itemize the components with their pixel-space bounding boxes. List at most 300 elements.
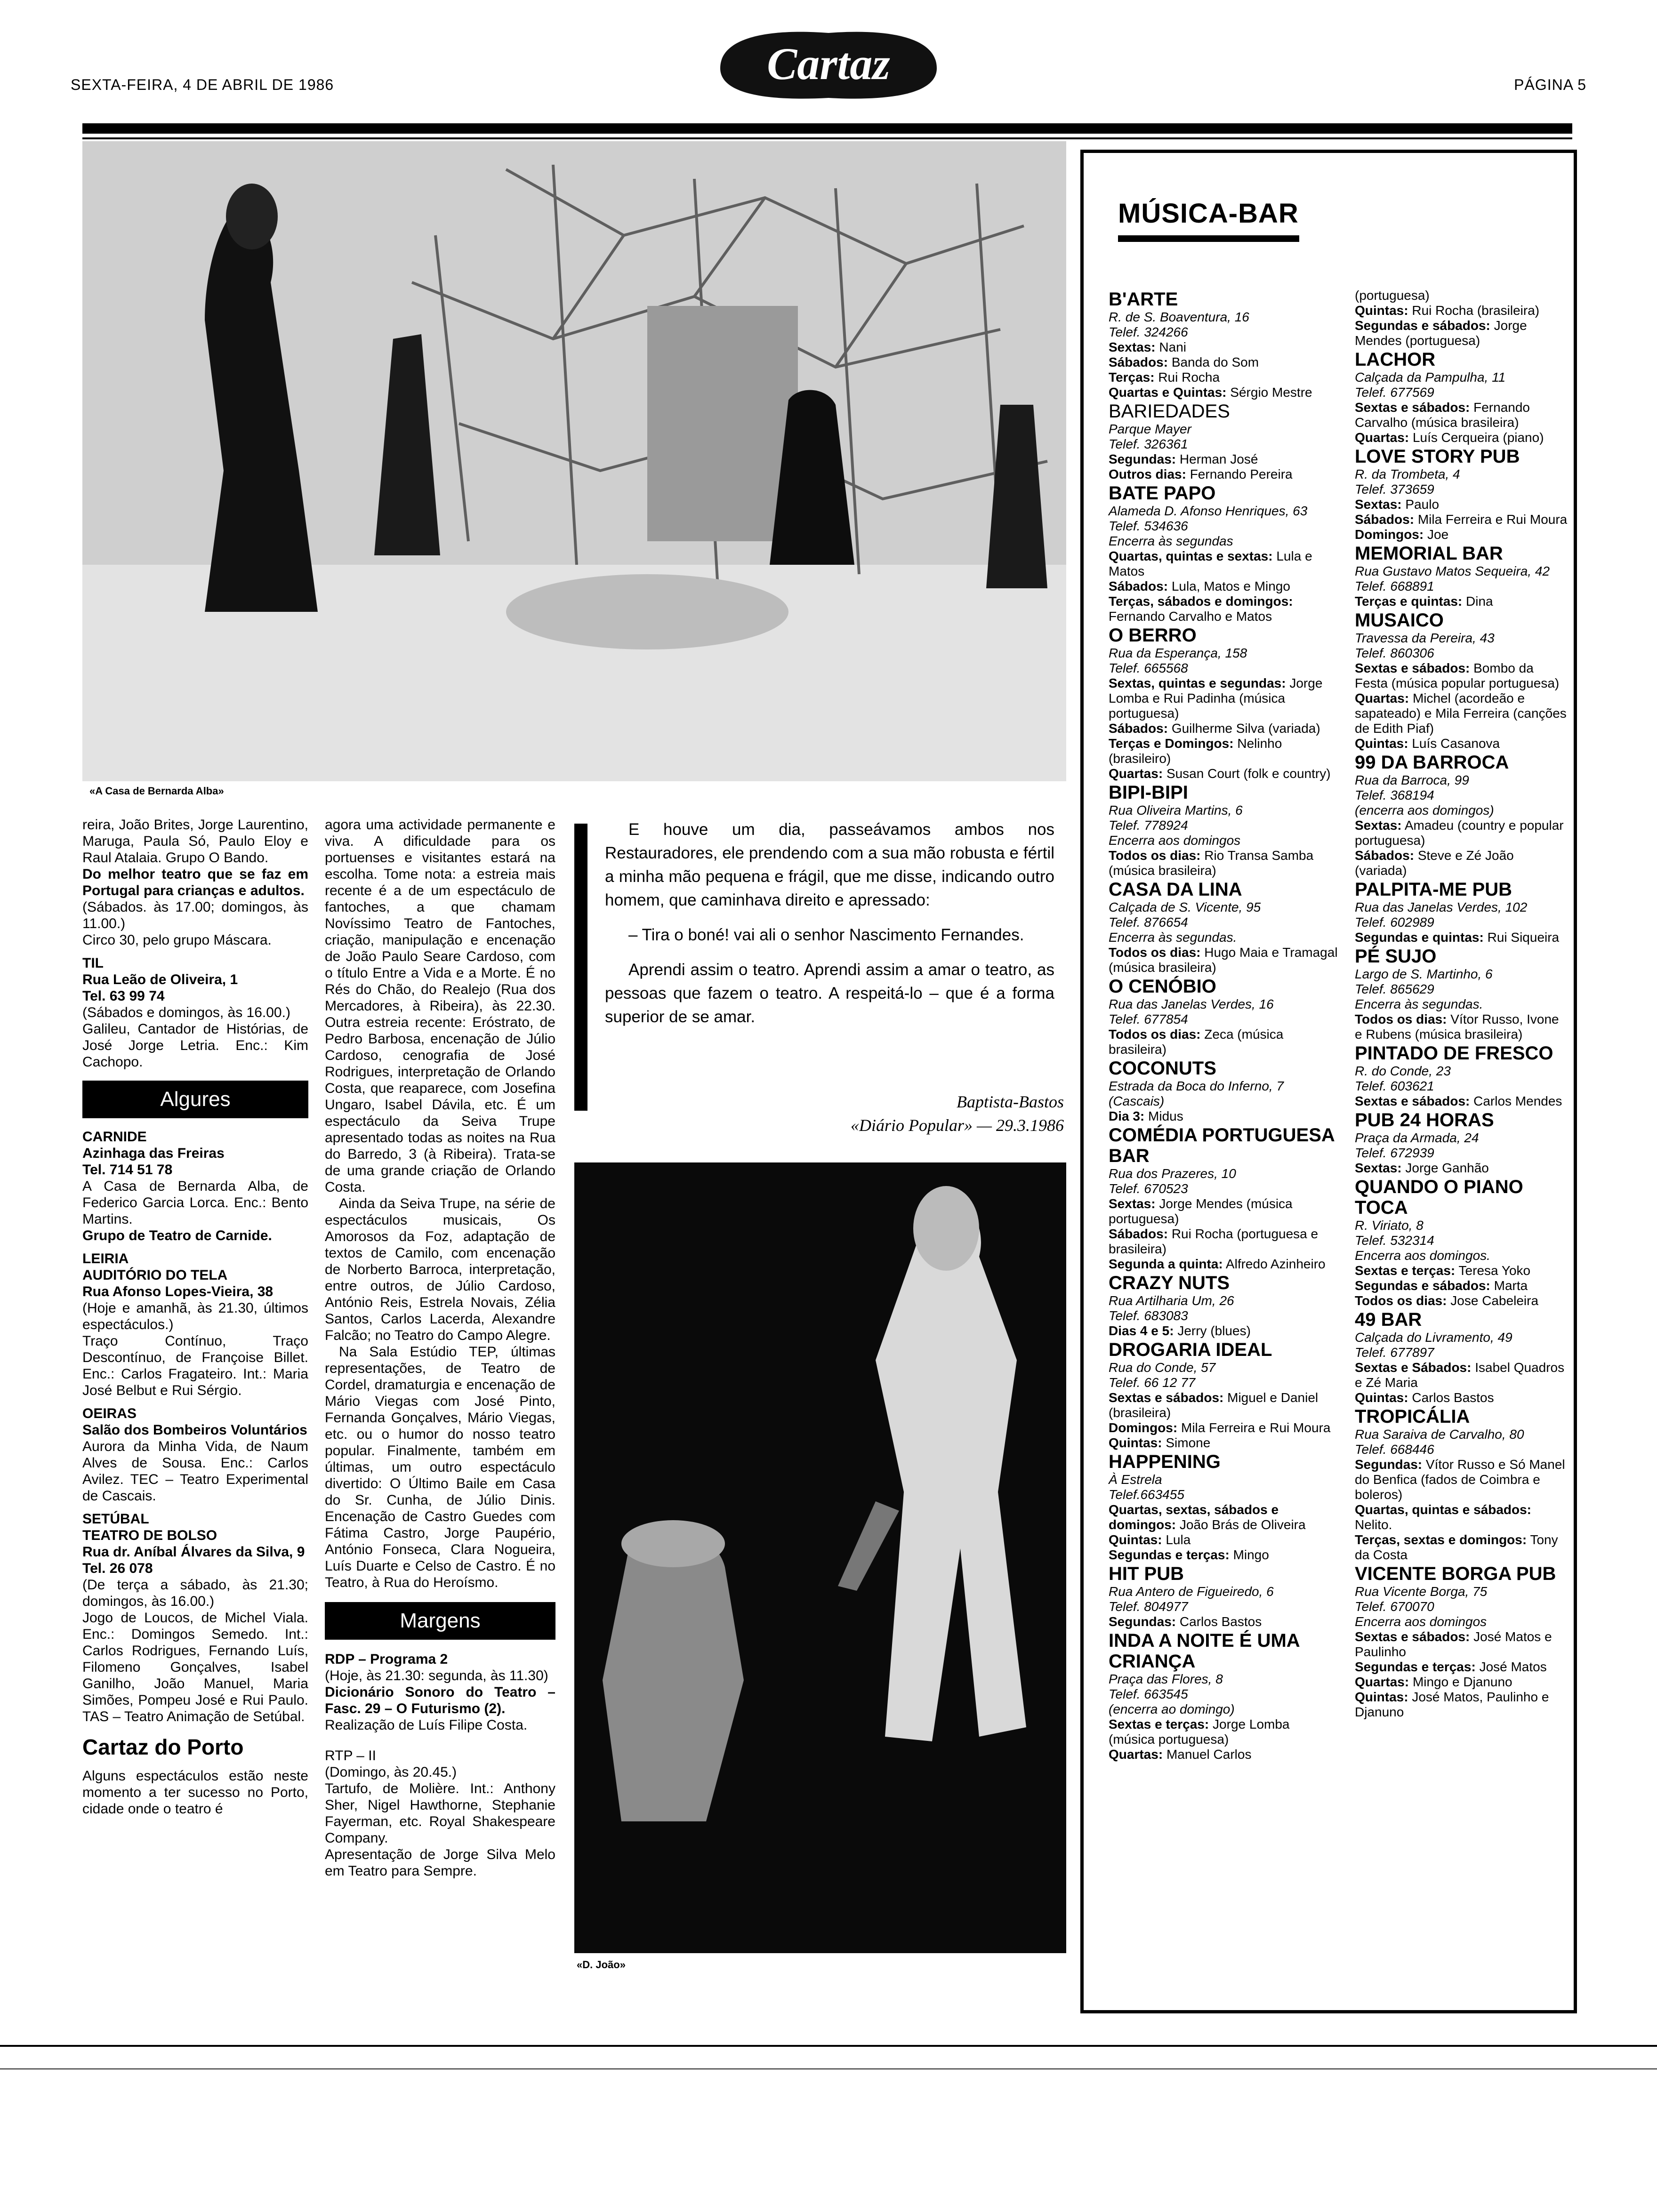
schedule-artist: Rui Siqueira [1487,930,1560,945]
schedule-day: Quintas: [1355,736,1408,751]
schedule-day: Quintas: [1109,1435,1162,1450]
bar-listing [1109,401,1339,482]
bar-closing-note: Encerra às segundas [1109,534,1233,548]
schedule-artist: João Brás de Oliveira [1179,1517,1306,1532]
bar-listing [1109,1563,1339,1629]
bar-schedule-line [1109,1532,1339,1547]
svg-text:Cartaz: Cartaz [767,39,890,89]
bar-address: À Estrela [1109,1472,1162,1487]
bar-phone: Telef. 603621 [1355,1079,1434,1093]
schedule-artist: Amadeu (country e popular portuguesa) [1355,818,1564,848]
schedule-day: Segundas e sábados: [1355,1278,1490,1293]
schedule-artist: Jorge Ganhão [1405,1161,1489,1175]
bar-address: Alameda D. Afonso Henriques, 63 [1109,504,1308,518]
schedule-artist: Simone [1166,1435,1211,1450]
schedule-artist: Rui Rocha [1158,370,1220,385]
bar-phone: Telef. 677897 [1355,1345,1434,1360]
schedule-artist: Paulo [1405,497,1440,512]
bar-schedule-line [1355,303,1569,318]
bar-address: Rua Gustavo Matos Sequeira, 42 [1355,564,1550,578]
bar-schedule-line [1355,512,1569,527]
bar-phone: Telef. 668446 [1355,1442,1434,1457]
masthead-logo [711,24,946,106]
text-paragraph: reira, João Brites, Jorge Laurentino, Maruga, Paula Só, Paulo Eloy e Raul Atalaia. Grupo O Bando. [82,817,308,866]
schedule-day: Quartas, sextas, sábados e domingos: [1109,1502,1279,1532]
musica-bar-left-column [1109,288,1339,1762]
quote-text [605,818,1054,1029]
venue-phone: Tel. 26 078 [82,1561,153,1576]
bar-schedule-line [1355,1502,1569,1532]
schedule-day: Domingos: [1109,1420,1178,1435]
bar-listing [1109,1125,1339,1272]
bar-schedule-line [1355,1360,1569,1390]
schedule-day: Sextas e sábados: [1355,1094,1470,1108]
schedule-day: Sextas: [1355,818,1402,833]
schedule-artist: Jose Cabeleira [1450,1293,1539,1308]
quote-author: Baptista-Bastos [956,1092,1064,1111]
schedule-artist: Joe [1427,527,1449,542]
schedule-artist: Mingo [1233,1547,1269,1562]
bar-schedule-line [1109,1323,1339,1338]
bar-closing-note: (encerra aos domingos) [1355,803,1494,817]
bar-name: BARIEDADES [1109,401,1230,422]
schedule-artist: Luís Casanova [1412,736,1500,751]
bar-schedule-line [1109,1420,1339,1435]
bar-phone: Telef. 804977 [1109,1599,1188,1614]
bar-address: Estrada da Boca do Inferno, 7 (Cascais) [1109,1079,1284,1108]
schedule-day: Quartas, quintas e sábados: [1355,1502,1531,1517]
schedule-day: Terças: [1109,370,1155,385]
venue-heading: TEATRO DE BOLSO [82,1528,217,1543]
bar-schedule-line [1109,721,1339,736]
bar-address: R. do Conde, 23 [1355,1064,1451,1078]
schedule-day: Todos os dias: [1109,1027,1201,1042]
schedule-day: Sextas e Sábados: [1355,1360,1472,1375]
text-paragraph: Realização de Luís Filipe Costa. [325,1717,528,1733]
bar-name: PALPITA-ME PUB [1355,879,1512,900]
schedule-artist: Tony da Costa [1355,1532,1558,1562]
venue-address: Rua dr. Aníbal Álvares da Silva, 9 [82,1544,305,1560]
schedule-day: Todos os dias: [1109,945,1201,960]
section-heading-porto: Cartaz do Porto [82,1735,244,1759]
schedule-day: Sextas e terças: [1355,1263,1456,1278]
schedule-artist: Banda do Som [1171,355,1259,369]
bar-address: Rua Oliveira Martins, 6 [1109,803,1243,817]
schedule-artist: Fernando Pereira [1190,467,1293,481]
bar-schedule-line [1109,452,1339,467]
issue-date: SEXTA-FEIRA, 4 DE ABRIL DE 1986 [71,76,334,93]
bar-phone: Telef. 860306 [1355,646,1434,660]
venue-address: Rua Leão de Oliveira, 1 [82,972,238,987]
bar-closing-note: (encerra ao domingo) [1109,1702,1235,1716]
schedule-day: Sextas: [1355,1161,1402,1175]
text-paragraph: Galileu, Cantador de Histórias, de José Jorge Letria. Enc.: Kim Cachopo. [82,1021,308,1070]
bar-address: Calçada de S. Vicente, 95 [1109,900,1261,914]
schedule-day: Quintas: [1355,303,1408,318]
schedule-day: Sextas e sábados: [1355,661,1470,675]
page-number: PÁGINA 5 [1514,76,1586,93]
bar-address: Rua Antero de Figueiredo, 6 [1109,1584,1274,1599]
bar-schedule-line [1109,945,1339,975]
bar-name: PUB 24 HORAS [1355,1110,1494,1130]
bar-name: O CENÓBIO [1109,976,1216,997]
bar-address: Rua da Barroca, 99 [1355,773,1469,787]
bar-listing [1355,879,1569,945]
venue-heading: SETÚBAL [82,1511,149,1527]
bar-listing [1355,446,1569,542]
bar-phone: Telef. 532314 [1355,1233,1434,1248]
bar-schedule-line [1109,1547,1339,1563]
bar-phone: Telef. 876654 [1109,915,1188,930]
bar-schedule-line [1109,1196,1339,1226]
schedule-day: Segundas: [1355,1457,1423,1472]
schedule-artist: Lula [1166,1532,1191,1547]
venue-address: Azinhaga das Freiras [82,1146,225,1161]
bar-schedule-line [1355,1390,1569,1405]
column-1 [82,817,308,1817]
section-heading-algures: Algures [82,1081,308,1118]
bar-schedule-line [1355,1012,1569,1042]
bar-schedule-line [1355,1690,1569,1720]
quote-bar [574,824,587,1111]
schedule-artist: Nelito. [1355,1517,1392,1532]
schedule-artist: Midus [1148,1109,1183,1123]
bar-schedule-line [1355,661,1569,691]
bar-schedule-line [1355,1293,1569,1308]
schedule-day: Terças, sextas e domingos: [1355,1532,1527,1547]
bar-schedule-line [1109,1390,1339,1420]
bar-address: Rua dos Prazeres, 10 [1109,1166,1236,1181]
bar-listing [1355,1177,1569,1308]
quote-paragraph: E houve um dia, passeávamos ambos nos Restauradores, ele prendendo com a sua mão robusta e fértil a minha mão pequena e frágil, que me disse, indicando outro homem, que caminhava direito e apressado: [605,820,1054,909]
bar-name: BIPI-BIPI [1109,782,1188,803]
bar-name: VICENTE BORGA PUB [1355,1563,1556,1584]
bar-listing [1355,349,1569,445]
schedule-day: Domingos: [1355,527,1424,542]
bar-schedule-line [1109,355,1339,370]
text-paragraph: (De terça a sábado, às 21.30; domingos, às 16.00.) [82,1577,308,1609]
venue-heading: CARNIDE [82,1129,147,1145]
bar-address: Largo de S. Martinho, 6 [1355,967,1493,981]
bar-listing [1109,1630,1339,1762]
text-paragraph: Traço Contínuo, Traço Descontínuo, de Françoise Billet. Enc.: Carlos Fragateiro. Int.: Maria José Belbut e Rui Sérgio. [82,1333,308,1398]
text-paragraph: Jogo de Loucos, de Michel Viala. Enc.: Domingos Semedo. Int.: Carlos Rodrigues, Fernando Luís, Filomeno Gonçalves, Isabel Ganilho, João Manuel, Maria Simões, Pompeu José e Rui Paulo. TAS – Teatro Animação de Setúbal. [82,1610,308,1724]
schedule-day: Quintas: [1109,1532,1162,1547]
bar-listing [1355,1043,1569,1109]
photo2-caption: «D. João» [577,1959,626,1971]
title-underline [1118,235,1299,242]
text-paragraph: (Domingo, às 20.45.) [325,1764,457,1780]
bar-schedule-line [1355,930,1569,945]
bar-phone: Telef. 670523 [1109,1181,1188,1196]
bar-listing [1355,543,1569,609]
venue-heading: TIL [82,955,104,971]
bar-name: 49 BAR [1355,1309,1422,1330]
schedule-day: Sextas e sábados: [1355,400,1470,415]
schedule-artist: Hugo Maia e Tramagal (música brasileira) [1109,945,1338,975]
schedule-artist: José Matos e Paulinho [1355,1629,1552,1659]
bar-listing [1109,1339,1339,1451]
bar-schedule-line [1355,818,1569,848]
schedule-day: Todos os dias: [1355,1293,1447,1308]
stage-photo-d-joao [574,1162,1066,1953]
schedule-day: Sextas e terças: [1109,1717,1209,1731]
venue-address: Rua Afonso Lopes-Vieira, 38 [82,1284,273,1299]
bar-name: LOVE STORY PUB [1355,446,1520,467]
schedule-day: Sextas e sábados: [1109,1390,1224,1405]
bar-listing [1355,1406,1569,1563]
schedule-artist: Miguel e Daniel (brasileira) [1109,1390,1319,1420]
bar-address: R. de S. Boaventura, 16 [1109,310,1249,324]
bar-listing [1355,1563,1569,1720]
venue-heading: LEIRIA [82,1251,129,1266]
bar-name: B'ARTE [1109,289,1178,310]
schedule-day: Sábados: [1355,848,1415,863]
bar-listing [1109,1273,1339,1338]
schedule-artist: Luís Cerqueira (piano) [1412,430,1544,445]
schedule-artist: José Matos, Paulinho e Djanuno [1355,1690,1549,1719]
bar-phone: Telef. 778924 [1109,818,1188,833]
bar-listing [1109,782,1339,878]
bar-schedule-line [1109,1257,1339,1272]
schedule-day: Terças, sábados e domingos: [1109,594,1293,609]
bar-schedule-line [1109,370,1339,385]
schedule-day: Segunda a quinta: [1109,1257,1223,1271]
schedule-day: Sábados: [1109,721,1168,736]
schedule-day: Quartas: [1355,1675,1409,1689]
bar-address: Rua do Conde, 57 [1109,1360,1216,1375]
schedule-artist: Bombo da Festa (música popular portuguesa) [1355,661,1560,690]
schedule-day: Quartas e Quintas: [1109,385,1227,400]
schedule-artist: Jerry (blues) [1177,1323,1251,1338]
bar-address: Rua das Janelas Verdes, 102 [1355,900,1528,914]
bar-phone: Telef. 326361 [1109,437,1188,451]
bar-name: HAPPENING [1109,1451,1221,1472]
bar-phone: Telef. 683083 [1109,1308,1188,1323]
bar-listing [1355,610,1569,751]
bar-schedule-line [1109,1435,1339,1451]
quote-paragraph: Aprendi assim o teatro. Aprendi assim a amar o teatro, as pessoas que fazem o teatro. A respeitá-lo – que é a forma superior de se amar. [605,961,1054,1026]
schedule-day: Sextas e sábados: [1355,1629,1470,1644]
schedule-artist: Jorge Lomba e Rui Padinha (música portuguesa) [1109,676,1323,721]
bar-listing [1355,1309,1569,1405]
musica-bar-title: MÚSICA-BAR [1118,198,1299,229]
schedule-artist: Jorge Mendes (portuguesa) [1355,318,1527,348]
quote-paragraph: – Tira o boné! vai ali o senhor Nascimento Fernandes. [628,926,1024,944]
schedule-artist: Alfredo Azinheiro [1225,1257,1326,1271]
bar-address: Rua da Esperança, 158 [1109,646,1247,660]
bar-name: PINTADO DE FRESCO [1355,1043,1553,1064]
bar-address: Travessa da Pereira, 43 [1355,631,1495,645]
bar-note: (portuguesa) [1355,288,1430,303]
bar-address: Praça da Armada, 24 [1355,1130,1479,1145]
text-paragraph: Tartufo, de Molière. Int.: Anthony Sher, Nigel Hawthorne, Stephanie Fayerman, etc. Royal Shakespeare Company. [325,1781,555,1846]
text-paragraph: Do melhor teatro que se faz em Portugal para crianças e adultos. [82,866,308,898]
bar-schedule-line [1355,1094,1569,1109]
quote-source: «Diário Popular» — 29.3.1986 [850,1116,1064,1135]
bar-closing-note: Encerra aos domingos [1109,833,1241,848]
bar-address: Rua Vicente Borga, 75 [1355,1584,1488,1599]
schedule-artist: Vítor Russo e Só Manel do Benfica (fados de Coimbra e boleros) [1355,1457,1565,1502]
text-paragraph: (Sábados. às 17.00; domingos, às 11.00.) [82,899,308,931]
bar-phone: Telef. 677854 [1109,1012,1188,1026]
schedule-day: Segundas e quintas: [1355,930,1484,945]
bar-address: Calçada da Pampulha, 11 [1355,370,1506,385]
schedule-artist: Lula e Matos [1109,549,1312,578]
schedule-artist: Dina [1466,594,1493,609]
schedule-artist: Mila Ferreira e Rui Moura [1181,1420,1331,1435]
bar-schedule-line [1109,1614,1339,1629]
venue-address: Salão dos Bombeiros Voluntários [82,1422,307,1438]
bar-phone: Telef. 663545 [1109,1687,1188,1701]
text-paragraph: Na Sala Estúdio TEP, últimas representações, de Teatro de Cordel, dramaturgia e encenação de Mário Viegas com José Pinto, Fernanda Gonçalves, Mário Viegas, etc. ou o humor do nosso teatro popular. Finalmente, também em últimas, um outro espectáculo divertido: O Último Baile em Casa do Sr. Cunha, de Júlio Dinis. Encenação de Castro Guedes com Fátima Castro, Jorge Paupério, António Fonseca, Clara Nogueira, Luís Duarte e Celso de Castro. É no Teatro, à Rua do Heroísmo. [325,1344,555,1590]
bar-schedule-line [1355,1161,1569,1176]
bar-schedule-line [1109,340,1339,355]
schedule-day: Terças e Domingos: [1109,736,1234,751]
bar-phone: Telef. 665568 [1109,661,1188,675]
schedule-artist: Jorge Mendes (música portuguesa) [1109,1196,1293,1226]
bar-listing [1355,946,1569,1042]
bar-closing-note: Encerra às segundas. [1109,930,1237,945]
program-heading: RDP – Programa 2 [325,1651,448,1667]
bar-schedule-line [1355,400,1569,430]
schedule-day: Dias 4 e 5: [1109,1323,1174,1338]
schedule-artist: Rio Transa Samba (música brasileira) [1109,848,1314,878]
schedule-artist: Zeca (música brasileira) [1109,1027,1284,1057]
bar-schedule-line [1355,736,1569,751]
bar-schedule-line [1109,766,1339,781]
bar-schedule-line [1109,1027,1339,1057]
schedule-artist: Rui Rocha (portuguesa e brasileira) [1109,1226,1319,1256]
bar-name: PÉ SUJO [1355,946,1437,967]
bar-phone: Telef. 373659 [1355,482,1434,497]
schedule-artist: Jorge Lomba (música portuguesa) [1109,1717,1290,1747]
bar-schedule-line [1109,1109,1339,1124]
schedule-day: Quintas: [1355,1690,1408,1704]
schedule-day: Sextas: [1109,340,1156,354]
bar-schedule-line [1355,691,1569,736]
bar-schedule-line [1109,736,1339,766]
bar-name: QUANDO O PIANO TOCA [1355,1177,1523,1218]
schedule-artist: Herman José [1179,452,1258,466]
schedule-artist: Nelinho (brasileiro) [1109,736,1282,766]
bar-name: DROGARIA IDEAL [1109,1339,1272,1360]
bar-address: Rua das Janelas Verdes, 16 [1109,997,1274,1011]
column-2 [325,817,555,1879]
text-paragraph: Aurora da Minha Vida, de Naum Alves de Sousa. Enc.: Carlos Avilez. TEC – Teatro Experimental de Cascais. [82,1439,308,1504]
bar-listing [1109,976,1339,1057]
schedule-day: Terças e quintas: [1355,594,1463,609]
bar-schedule-line [1355,1457,1569,1502]
bar-phone: Telef. 324266 [1109,325,1188,339]
schedule-day: Sábados: [1109,579,1168,593]
bar-schedule-line [1355,430,1569,445]
schedule-artist: Manuel Carlos [1166,1747,1252,1762]
schedule-day: Sábados: [1109,1226,1168,1241]
bar-schedule-line [1355,527,1569,542]
schedule-artist: Mingo e Djanuno [1412,1675,1512,1689]
musica-bar-right-column [1355,288,1569,1720]
program-heading: RTP – II [325,1748,376,1763]
bar-schedule-line [1109,579,1339,594]
bar-schedule-line [1109,549,1339,579]
schedule-day: Quartas: [1109,1747,1163,1762]
bar-phone: Telef. 677569 [1355,385,1434,400]
schedule-artist: Mila Ferreira e Rui Moura [1417,512,1568,527]
schedule-artist: Carlos Bastos [1412,1390,1494,1405]
bar-schedule-line [1109,1226,1339,1257]
bar-name: BATE PAPO [1109,483,1216,504]
venue-heading: AUDITÓRIO DO TELA [82,1267,228,1283]
bar-phone: Telef. 668891 [1355,579,1434,593]
bar-schedule-line [1355,497,1569,512]
schedule-day: Quartas: [1355,430,1409,445]
schedule-day: Dia 3: [1109,1109,1145,1123]
section-heading-margens: Margens [325,1602,555,1640]
bar-phone: Telef. 534636 [1109,519,1188,533]
photo1-caption: «A Casa de Bernarda Alba» [89,785,224,797]
text-paragraph: Ainda da Seiva Trupe, na série de espectáculos musicais, Os Amorosos da Foz, adaptação de textos de Camilo, com encenação de Norberto Barroca, interpretação, entre outros, de Júlio Cardoso, António Reis, Estrela Novais, Zélia Santos, Carlos Lacerda, Alexandre Falcão; no Teatro do Campo Alegre. [325,1196,555,1343]
text-paragraph: (Sábados e domingos, às 16.00.) [82,1005,290,1020]
text-paragraph: (Hoje, às 21.30: segunda, às 11.30) [325,1668,548,1683]
schedule-artist: Nani [1159,340,1186,354]
text-paragraph: A Casa de Bernarda Alba, de Federico Garcia Lorca. Enc.: Bento Martins. [82,1178,308,1227]
schedule-artist: Guilherme Silva (variada) [1171,721,1320,736]
schedule-day: Segundas: [1109,452,1176,466]
bar-name: LACHOR [1355,349,1436,370]
schedule-day: Quartas: [1109,766,1163,781]
bar-name: COCONUTS [1109,1058,1216,1079]
schedule-artist: Sérgio Mestre [1230,385,1312,400]
bar-schedule-line [1355,1532,1569,1563]
schedule-day: Sextas, quintas e segundas: [1109,676,1286,690]
bar-name: MEMORIAL BAR [1355,543,1503,564]
bar-phone: Telef. 670070 [1355,1599,1434,1614]
schedule-day: Segundas: [1109,1614,1176,1629]
bottom-rule-thin [0,2068,1657,2069]
bar-schedule-line [1355,1659,1569,1675]
schedule-artist: Susan Court (folk e country) [1166,766,1331,781]
schedule-day: Sábados: [1109,355,1168,369]
bar-name: HIT PUB [1109,1563,1184,1584]
top-rule-thin [82,137,1572,139]
bar-schedule-line [1355,594,1569,609]
venue-phone: Tel. 63 99 74 [82,988,165,1004]
bar-listing [1109,289,1339,400]
schedule-artist: Carlos Bastos [1179,1614,1262,1629]
schedule-artist: Marta [1494,1278,1528,1293]
bar-schedule-line [1355,848,1569,878]
venue-heading: OEIRAS [82,1406,137,1421]
bar-listing [1109,483,1339,624]
venue-phone: Tel. 714 51 78 [82,1162,173,1178]
bar-address: Rua Artilharia Um, 26 [1109,1293,1234,1308]
bar-name: INDA A NOITE É UMA CRIANÇA [1109,1630,1300,1672]
schedule-day: Quartas: [1355,691,1409,705]
text-paragraph: Circo 30, pelo grupo Máscara. [82,932,272,948]
bar-address: Calçada do Livramento, 49 [1355,1330,1512,1345]
schedule-day: Todos os dias: [1355,1012,1447,1026]
bar-schedule-line [1109,1747,1339,1762]
bar-name: COMÉDIA PORTUGUESA BAR [1109,1125,1335,1166]
schedule-artist: Isabel Quadros e Zé Maria [1355,1360,1565,1390]
bar-name: MUSAICO [1355,610,1444,631]
schedule-artist: Fernando Carvalho e Matos [1109,609,1272,624]
bar-address: Praça das Flores, 8 [1109,1672,1223,1686]
bar-listing [1109,625,1339,781]
schedule-artist: Carlos Mendes [1473,1094,1562,1108]
schedule-artist: Teresa Yoko [1458,1263,1531,1278]
